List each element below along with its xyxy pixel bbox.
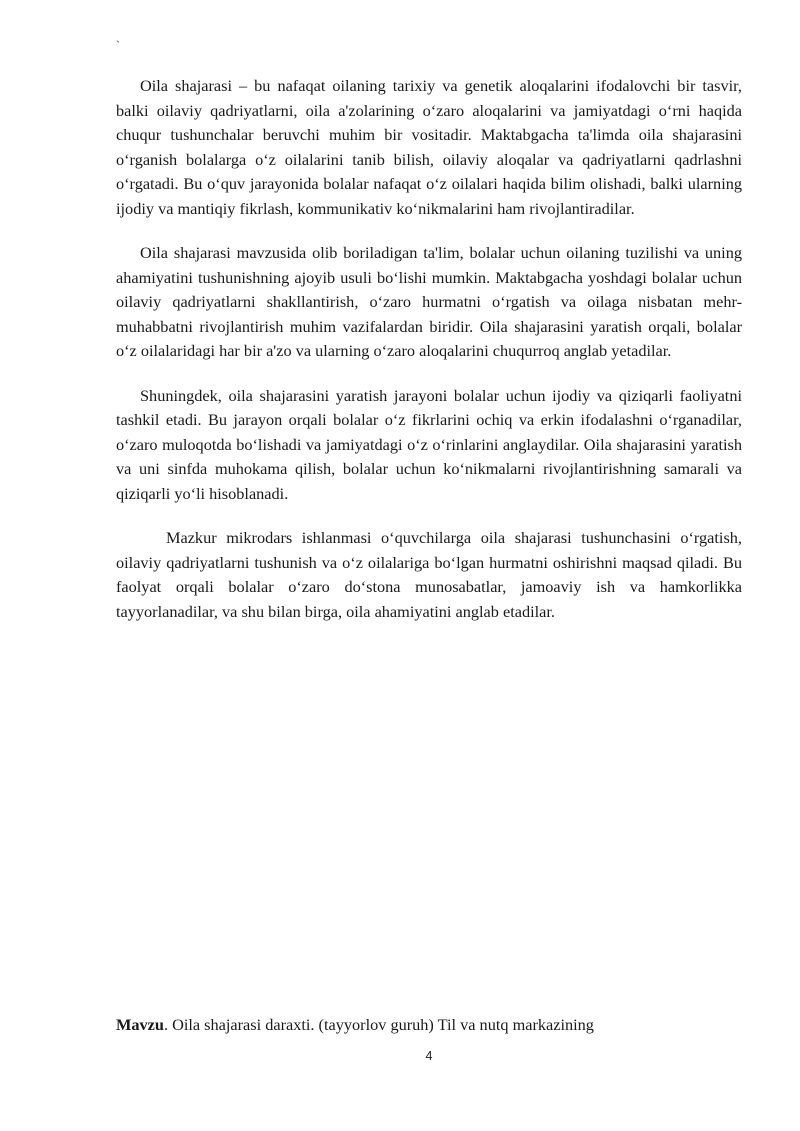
corner-mark: ` — [116, 38, 120, 52]
paragraph-creative-activity: Shuningdek, oila shajarasini yaratish jarayoni bolalar uchun ijodiy va qiziqarli faoliyatni tashkil etadi. Bu jarayon orqali bolalar o‘z fikrlarini ochiq va erkin ifodalashni o‘rganadilar, o‘zaro muloqotda bo‘lishadi va jamiyatdagi o‘z o‘rinlarini anglaydilar. Oila shajarasini yaratish va uni sinfda muhokama qilish, bolalar uchun ko‘nikmalarni rivojlantirishning samarali va qiziqarli yo‘li hisoblanadi. — [116, 385, 742, 503]
topic-text: . Oila shajarasi daraxti. (tayyorlov guruh) Til va nutq markazining — [163, 1015, 594, 1034]
document-body — [116, 74, 742, 644]
paragraph-education: Oila shajarasi mavzusida olib boriladigan ta'lim, bolalar uchun oilaning tuzilishi va uning ahamiyatini tushunishning ajoyib usuli bo‘lishi mumkin. Maktabgacha yoshdagi bolalar uchun oilaviy qadriyatlarni shakllantirish, o‘zaro hurmatni o‘rgatish va oilaga nisbatan mehr-muhabbatni rivojlantirish muhim vazifalardan biridir. Oila shajarasini yaratish orqali, bolalar o‘z oilalaridagi har bir a'zo va ularning o‘zaro aloqalarini chuqurroq anglab yetadilar. — [116, 243, 742, 360]
paragraph-lesson-goal: Mazkur mikrodars ishlanmasi o‘quvchilarga oila shajarasi tushunchasini o‘rgatish, oilaviy qadriyatlarni tushunish va o‘z oilalariga bo‘lgan hurmatni oshirishni maqsad qiladi. Bu faolyat orqali bolalar o‘zaro do‘stona munosabatlar, jamoaviy ish va hamkorlikka tayyorlanadilar, va shu bilan birga, oila ahamiyatini anglab etadilar. — [116, 528, 742, 621]
topic-label: Mavzu — [116, 1015, 164, 1034]
paragraph-intro: Oila shajarasi – bu nafaqat oilaning tarixiy va genetik aloqalarini ifodalovchi bir tasvir, balki oilaviy qadriyatlarni, oila a'zolarining o‘zaro aloqalarini va jamiyatdagi o‘rni haqida chuqur tushunchalar beruvchi muhim bir vositadir. Maktabgacha ta'limda oila shajarasini o‘rganish bolalarga o‘z oilalarini tanib bilish, oilaviy aloqalar va qadriyatlarni qadrlashni o‘rgatadi. Bu o‘quv jarayonida bolalar nafaqat o‘z oilalari haqida bilim olishadi, balki ularning ijodiy va mantiqiy fikrlash, kommunikativ ko‘nikmalarini ham rivojlantiradilar. — [116, 76, 742, 218]
page-number: 4 — [425, 1049, 433, 1063]
topic-line — [116, 1013, 756, 1037]
